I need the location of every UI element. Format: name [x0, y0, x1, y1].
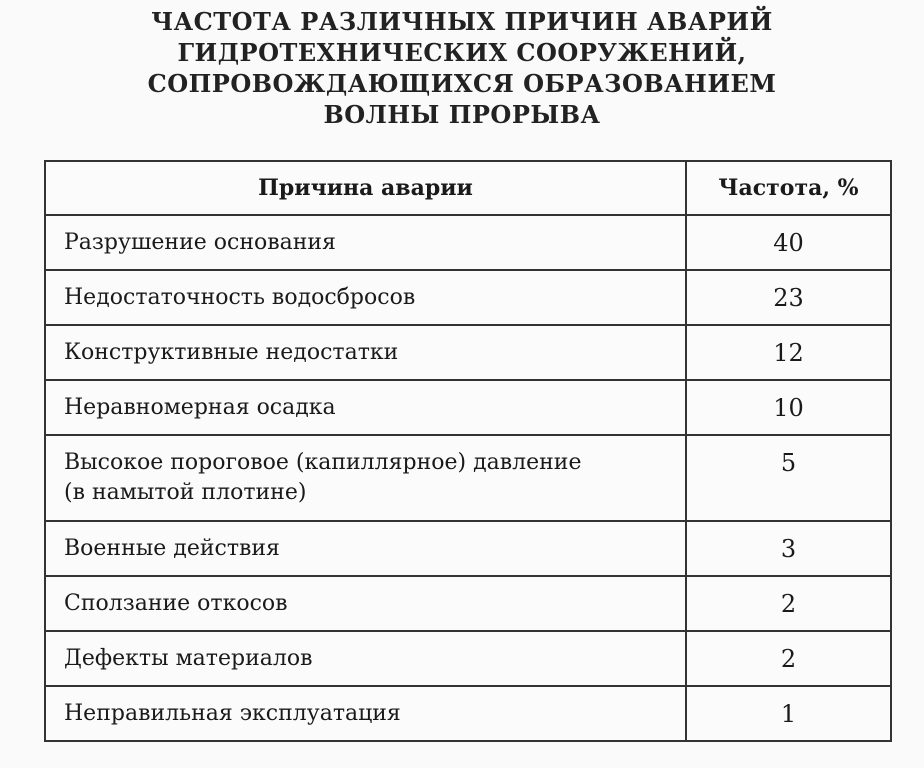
- cause-text-line-2: (в намытой плотине): [64, 480, 307, 505]
- table-row: [45, 631, 891, 686]
- column-header-cause: Причина аварии: [45, 161, 686, 215]
- frequency-table: [44, 160, 892, 742]
- cause-cell: [45, 435, 686, 521]
- cause-cell: Разрушение основания: [45, 215, 686, 270]
- frequency-cell: 12: [686, 325, 891, 380]
- title-line-4: ВОЛНЫ ПРОРЫВА: [323, 100, 601, 129]
- table-row: [45, 270, 891, 325]
- frequency-cell: 3: [686, 521, 891, 576]
- cause-cell: Конструктивные недостатки: [45, 325, 686, 380]
- cause-cell: Дефекты материалов: [45, 631, 686, 686]
- frequency-cell: 5: [686, 435, 891, 521]
- cause-cell: Неравномерная осадка: [45, 380, 686, 435]
- frequency-cell: 1: [686, 686, 891, 741]
- table-row: [45, 686, 891, 741]
- table-row: [45, 325, 891, 380]
- frequency-cell: 2: [686, 576, 891, 631]
- table-row: [45, 215, 891, 270]
- title-line-2: ГИДРОТЕХНИЧЕСКИХ СООРУЖЕНИЙ,: [177, 38, 747, 67]
- cause-cell: Неправильная эксплуатация: [45, 686, 686, 741]
- table-header-row: [45, 161, 891, 215]
- table-row: [45, 521, 891, 576]
- frequency-cell: 10: [686, 380, 891, 435]
- frequency-cell: 40: [686, 215, 891, 270]
- cause-cell: Военные действия: [45, 521, 686, 576]
- cause-text-line-1: Высокое пороговое (капиллярное) давление: [64, 450, 582, 475]
- cause-cell: Сползание откосов: [45, 576, 686, 631]
- frequency-cell: 23: [686, 270, 891, 325]
- cause-cell: Недостаточность водосбросов: [45, 270, 686, 325]
- title-line-1: ЧАСТОТА РАЗЛИЧНЫХ ПРИЧИН АВАРИЙ: [151, 7, 773, 36]
- column-header-frequency: Частота, %: [686, 161, 891, 215]
- frequency-cell: 2: [686, 631, 891, 686]
- title-line-3: СОПРОВОЖДАЮЩИХСЯ ОБРАЗОВАНИЕМ: [147, 69, 777, 98]
- table-row: [45, 576, 891, 631]
- table-row: [45, 435, 891, 521]
- table-row: [45, 380, 891, 435]
- page-title: [0, 6, 924, 130]
